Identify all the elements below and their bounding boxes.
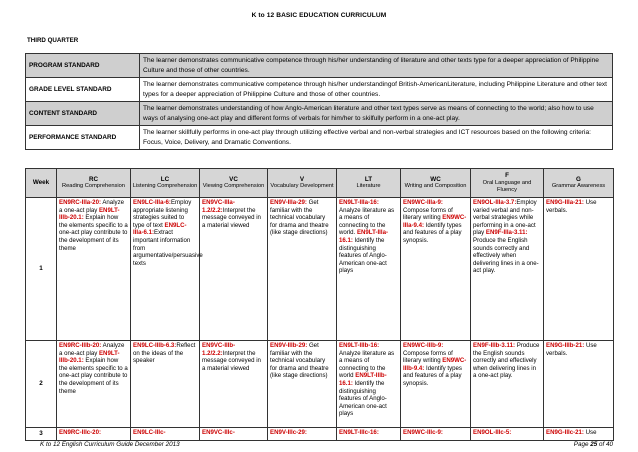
competency-code: EN9LC-IIIc- bbox=[133, 429, 166, 436]
competency-cell bbox=[57, 198, 131, 341]
competency-text: Analyze literature as a means of connecting to the world. bbox=[339, 206, 395, 237]
competency-code: EN9LC-IIIb-6.3: bbox=[133, 342, 177, 349]
competency-text: Employ varied verbal and non-verbal strategies while performing in a one-act play bbox=[473, 199, 537, 237]
competency-text: Explain how the elements specific to a one-act play contribute to the development of its theme bbox=[59, 214, 128, 252]
standards-table bbox=[25, 53, 613, 150]
competency-text: Identify the distinguishing features of Anglo-American one-act plays bbox=[339, 236, 387, 275]
competency-cell bbox=[131, 341, 200, 428]
competency-code: EN9V-IIIa-29: bbox=[270, 199, 307, 206]
competency-code: EN9RC-IIIa-20: bbox=[59, 199, 101, 206]
column-header-lt: LT Literature bbox=[337, 169, 401, 198]
competency-cell bbox=[200, 428, 268, 441]
competency-code: EN9OL-IIIc-5: bbox=[473, 429, 512, 436]
footer-page-number: Page 25 of 40 bbox=[573, 441, 613, 448]
week-row bbox=[26, 428, 614, 441]
competency-text: Produce the English sounds correctly and effectively when delivering lines in a one-act play. bbox=[473, 342, 540, 380]
competency-code: EN9G-IIIa-21: bbox=[546, 199, 584, 206]
competency-code: EN9VC-IIIb-1.2/2.2: bbox=[202, 342, 236, 357]
competency-cell bbox=[471, 198, 544, 341]
week-number: 3 bbox=[26, 428, 57, 441]
competency-cell bbox=[131, 198, 203, 341]
column-header-wc: WC Writing and Composition bbox=[401, 169, 471, 198]
competency-text: Extract important information from argumentative/persuasive texts bbox=[133, 229, 203, 267]
competency-cell bbox=[471, 341, 544, 428]
competency-text: Produce the English sounds correctly and effectively when delivering lines in a one-act play. bbox=[473, 236, 539, 275]
standard-text: The learner demonstrates understanding of how Anglo-American literature and other text types serve as means of connecting to the world; also how to use ways of analysing one-act play and different forms of verbals for him/her to skilfully perform in a one-act play. bbox=[140, 102, 613, 126]
competency-code: EN9LT-IIIa-16.1: bbox=[339, 229, 388, 244]
standard-label: PROGRAM STANDARD bbox=[26, 54, 140, 78]
competency-cell bbox=[57, 428, 131, 441]
standard-row bbox=[26, 54, 613, 78]
competency-code: EN9LT-IIIc-16: bbox=[339, 429, 379, 436]
competency-code: EN9V-IIIc-29: bbox=[270, 429, 307, 436]
document-title: K to 12 BASIC EDUCATION CURRICULUM bbox=[251, 12, 387, 19]
competency-text: Get familiar with the technical vocabulary for drama and theatre (like stage directions) bbox=[270, 199, 329, 237]
competency-cell bbox=[471, 428, 544, 441]
competency-text: Compose forms of literary writing bbox=[403, 349, 453, 365]
standard-label: GRADE LEVEL STANDARD bbox=[26, 78, 140, 102]
competency-text: Reflect on the ideas of the speaker bbox=[133, 342, 196, 365]
competency-text: Analyze a one-act play bbox=[59, 199, 125, 214]
competency-cell bbox=[544, 341, 614, 428]
competency-cell bbox=[268, 341, 337, 428]
competency-code: EN9F-IIIa-3.11: bbox=[485, 229, 528, 237]
column-header-lc: LC Listening Comprehension bbox=[131, 169, 200, 198]
competency-code: EN9VC-IIIa-1.2/2.2: bbox=[202, 199, 235, 214]
competency-text: Identify the distinguishing features of Anglo-American one-act plays bbox=[339, 379, 387, 418]
competency-code: EN9WC-IIIb-9: bbox=[403, 342, 444, 349]
competency-text: Use verbals. bbox=[546, 199, 597, 214]
week-row bbox=[26, 341, 614, 428]
competency-cell bbox=[200, 198, 268, 341]
competency-code: EN9F-IIIb-3.11: bbox=[473, 342, 515, 349]
competency-code: EN9LT-IIIb-16.1: bbox=[339, 372, 387, 387]
column-header-vc: VC Viewing Comprehension bbox=[200, 169, 268, 198]
competency-code: EN9RC-IIIc-20: bbox=[59, 429, 101, 436]
competency-cell bbox=[337, 198, 401, 341]
standard-text: The learner demonstrates communicative competence through his/her understandingof British-AmericanLiterature, including Philippine Literature and other text types for a deeper appreciation of Philippine Culture and those of other countries. bbox=[140, 78, 613, 102]
competency-code: EN9OL-IIIa-3.7: bbox=[473, 199, 517, 206]
column-header-rc: RC Reading Comprehension bbox=[57, 169, 131, 198]
column-header-v: V Vocabulary Development bbox=[268, 169, 337, 198]
competency-text: Interpret the message conveyed in a material viewed bbox=[202, 206, 261, 229]
standard-label: CONTENT STANDARD bbox=[26, 102, 140, 126]
competency-cell bbox=[544, 198, 614, 341]
competency-text: Explain how the elements specific to a one-act play contribute to the development of its theme bbox=[59, 357, 128, 395]
competency-code: EN9LT-IIIa-16: bbox=[339, 199, 379, 206]
competency-cell bbox=[131, 428, 200, 441]
competency-cell bbox=[337, 341, 401, 428]
competency-text: Analyze literature as a means of connecting to the world bbox=[339, 349, 395, 380]
competency-text: Interpret the message conveyed in a material viewed bbox=[202, 349, 261, 372]
competency-code: EN9LT-IIIb-20.1: bbox=[59, 349, 120, 365]
competency-cell bbox=[200, 341, 268, 428]
standard-row bbox=[26, 126, 613, 150]
column-header-week: Week bbox=[26, 169, 57, 198]
week-number: 2 bbox=[26, 341, 57, 428]
column-header-g: G Grammar Awareness bbox=[544, 169, 614, 198]
column-header-f: F Oral Language and Fluency bbox=[471, 169, 544, 198]
competency-code: EN9VC-IIIc- bbox=[202, 429, 235, 436]
competency-code: EN9WC-IIIa-9.4: bbox=[403, 214, 467, 229]
competency-text: Identify types and features of a play synopsis. bbox=[403, 221, 462, 244]
competency-code: EN9WC-IIIa-9: bbox=[403, 199, 443, 206]
standard-row bbox=[26, 102, 613, 126]
competency-code: EN9WC-IIIb-9.4: bbox=[403, 357, 467, 372]
week-row bbox=[26, 198, 614, 341]
competency-text: Use bbox=[583, 429, 597, 436]
standard-text: The learner demonstrates communicative competence through his/her understanding of literature and other texts type for a deeper appreciation of Philippine Culture and those of other countries. bbox=[140, 54, 613, 78]
standard-text: The learner skillfully performs in one-act play through utilizing effective verbal and non-verbal strategies and ICT resources based on the following criteria: Focus, Voice, Delivery, and Dramatic Conventions. bbox=[140, 126, 613, 150]
competency-cell bbox=[401, 428, 471, 441]
competency-code: EN9WC-IIIc-9: bbox=[403, 429, 443, 436]
footer-guide-title: K to 12 English Curriculum Guide December 2013 bbox=[40, 441, 180, 448]
competency-cell bbox=[544, 428, 614, 441]
competency-text: Use verbals. bbox=[546, 342, 597, 357]
competency-code: EN9LT-IIIb-20.1: bbox=[59, 206, 120, 222]
competency-text: Analyze a one-act play bbox=[59, 342, 125, 357]
week-number: 1 bbox=[26, 198, 57, 341]
standard-row bbox=[26, 78, 613, 102]
competency-cell bbox=[57, 341, 131, 428]
standard-label: PERFORMANCE STANDARD bbox=[26, 126, 140, 150]
competency-cell bbox=[268, 198, 337, 341]
competency-text: Compose forms of literary writing bbox=[403, 206, 453, 222]
competency-text: Employ appropriate listening strategies suited to type of text bbox=[133, 199, 192, 229]
competency-cell bbox=[401, 198, 471, 341]
competency-cell bbox=[401, 341, 471, 428]
header-row bbox=[26, 169, 614, 198]
weekly-competencies-table bbox=[25, 168, 614, 441]
competency-text: Get familiar with the technical vocabulary for drama and theatre (like stage directions) bbox=[270, 342, 329, 380]
competency-code: EN9RC-IIIb-20: bbox=[59, 342, 102, 349]
competency-cell bbox=[337, 428, 401, 441]
quarter-heading: THIRD QUARTER bbox=[27, 37, 79, 44]
competency-code: EN9LC-IIIa-6.1: bbox=[133, 221, 187, 237]
competency-code: EN9G-IIIc-21: bbox=[546, 429, 584, 436]
competency-code: EN9V-IIIb-29: bbox=[270, 342, 308, 349]
competency-text: Identify types and features of a play synopsis. bbox=[403, 364, 462, 387]
competency-code: EN9LC-IIIa-6: bbox=[133, 199, 171, 206]
competency-code: EN9LT-IIIb-16: bbox=[339, 342, 380, 349]
competency-cell bbox=[268, 428, 337, 441]
competency-code: EN9G-IIIb-21: bbox=[546, 342, 585, 349]
